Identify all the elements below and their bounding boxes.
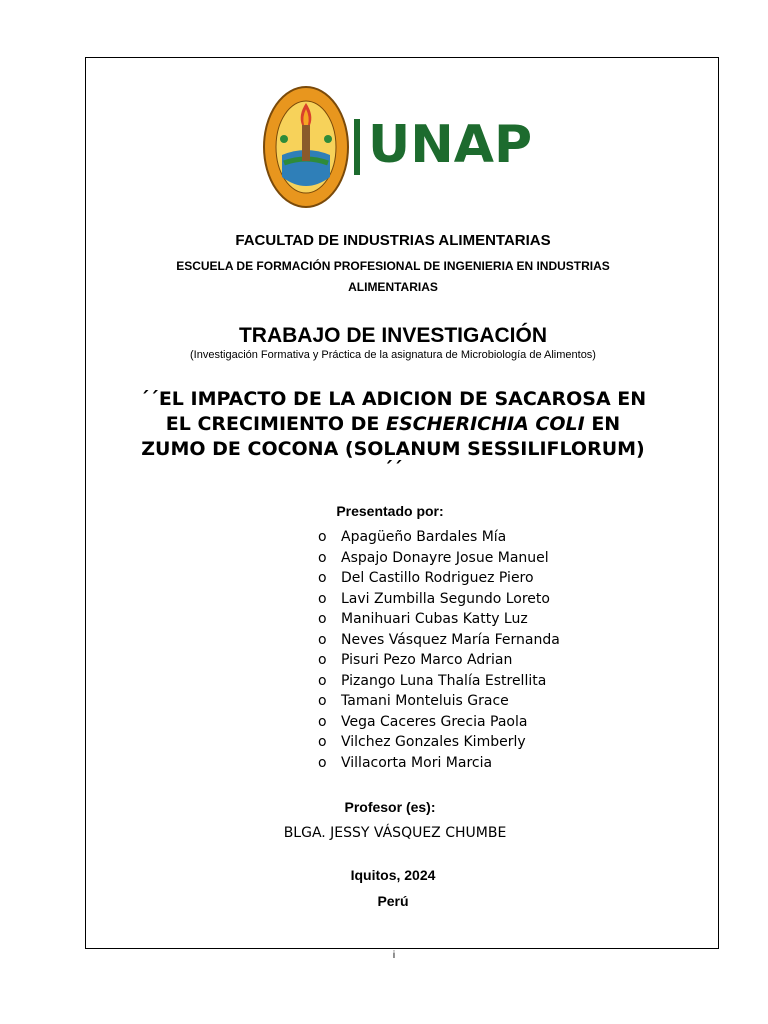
document-type: TRABAJO DE INVESTIGACIÓN [238,324,548,347]
author-name: Apagüeño Bardales Mía [341,529,507,545]
bullet: o [318,672,327,689]
university-logo [262,85,533,209]
list-item [318,732,560,753]
author-name: Vilchez Gonzales Kimberly [341,734,526,750]
author-name: Vega Caceres Grecia Paola [341,713,528,730]
city-year: Iquitos, 2024 [350,867,436,883]
bullet: o [318,611,327,627]
list-item [318,589,560,610]
title-line2-end: EN [584,413,621,435]
author-name: Pisuri Pezo Marco Adrian [341,652,513,668]
author-name: Neves Vásquez María Fernanda [341,631,560,648]
title-line3: ZUMO DE COCONA (SOLANUM SESSILIFLORUM) [141,438,645,460]
faculty-name: FACULTAD DE INDUSTRIAS ALIMENTARIAS [235,232,551,249]
list-item [318,712,560,733]
list-item [318,527,560,548]
school-name-line2: ALIMENTARIAS [348,280,438,294]
bullet: o [318,652,327,668]
title-line2-start: EL CRECIMIENTO DE [165,413,386,435]
bullet: o [318,529,327,545]
list-item [318,691,560,712]
bullet: o [318,693,327,709]
university-seal-icon [262,85,350,209]
bullet: o [318,754,327,771]
bullet: o [318,549,327,566]
school-name [85,256,701,298]
list-item [318,630,560,651]
author-name: Aspajo Donayre Josue Manuel [341,549,549,566]
list-item [318,568,560,589]
document-subtitle: (Investigación Formativa y Práctica de la asignatura de Microbiología de Alimentos) [190,349,596,361]
author-name: Villacorta Mori Marcia [341,754,493,771]
list-item [318,548,560,569]
author-name: Tamani Monteluis Grace [341,693,509,709]
logo-divider [354,119,360,175]
professor-name: BLGA. JESSY VÁSQUEZ CHUMBE [283,825,507,841]
bullet: o [318,570,327,586]
title-line4: ´´ [383,458,403,480]
author-name: Manihuari Cubas Katty Luz [341,611,528,627]
bullet: o [318,734,327,750]
research-title [85,387,701,480]
page-number: i [392,950,396,961]
bullet: o [318,631,327,648]
list-item [318,609,560,630]
author-list [318,527,560,773]
author-name: Del Castillo Rodriguez Piero [341,570,534,586]
list-item [318,671,560,692]
author-name: Pizango Luna Thalía Estrellita [341,672,547,689]
title-line2 [85,412,701,437]
title-species: ESCHERICHIA COLI [386,413,585,435]
school-name-line1: ESCUELA DE FORMACIÓN PROFESIONAL DE INGENIERIA EN INDUSTRIAS [176,259,610,273]
bullet: o [318,713,327,730]
list-item [318,753,560,774]
author-name: Lavi Zumbilla Segundo Loreto [341,590,550,607]
list-item [318,650,560,671]
title-line1: ´´EL IMPACTO DE LA ADICION DE SACAROSA EN [139,388,647,410]
logo-wordmark: UNAP [368,115,533,175]
presented-by-label: Presentado por: [336,503,444,519]
country: Perú [377,893,409,909]
bullet: o [318,590,327,607]
professor-label: Profesor (es): [344,799,436,815]
